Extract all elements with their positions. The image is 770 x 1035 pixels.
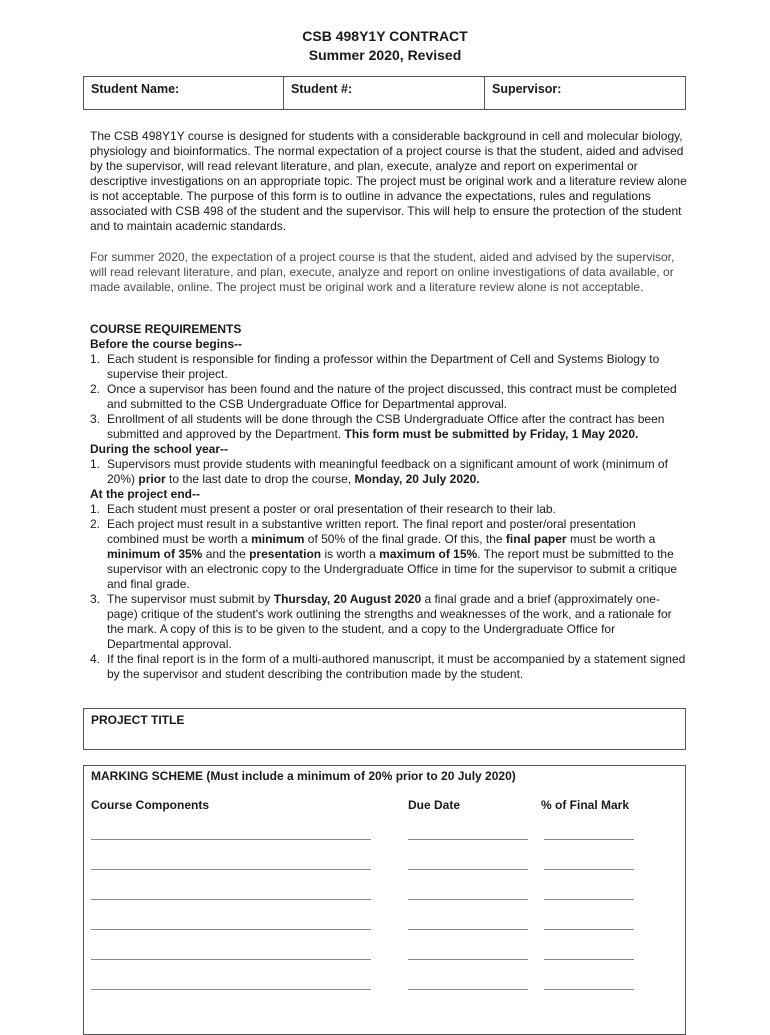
item-number: 2. (90, 517, 101, 531)
due-date-blank[interactable] (408, 929, 528, 930)
col-percent-final-mark: % of Final Mark (541, 798, 630, 812)
item-text: a final grade and a brief (approximately one-page) critique of the student's work outlining the strengths and weaknesses of the work, and a rationale for the mark. A copy of this is to be given to the student, and a copy to the Undergraduate Office for Departmental approval. (107, 592, 672, 651)
list-item (90, 652, 690, 682)
percent-blank[interactable] (544, 839, 634, 840)
component-blank[interactable] (91, 869, 371, 870)
item-emphasis: prior (138, 472, 166, 486)
submission-deadline: This form must be submitted by Friday, 1 May 2020. (344, 427, 639, 441)
item-text: Supervisors must provide students with meaningful feedback on a significant amount of work (minimum of 20%) (107, 457, 668, 486)
item-number: 1. (90, 457, 101, 471)
item-text: Once a supervisor has been found and the nature of the project discussed, this contract must be completed and submitted to the CSB Undergraduate Office for Departmental approval. (107, 382, 677, 411)
item-text: Each student must present a poster or oral presentation of their research to their lab. (107, 502, 556, 516)
item-number: 4. (90, 652, 101, 666)
percent-blank[interactable] (544, 929, 634, 930)
item-number: 1. (90, 352, 101, 366)
drop-deadline: Monday, 20 July 2020. (354, 472, 480, 486)
marking-scheme-box (83, 765, 686, 1035)
item-text: Each project must result in a substantive written report. The final report and poster/oral presentation combined must be worth a (107, 517, 636, 546)
list-item (90, 517, 690, 592)
due-date-blank[interactable] (408, 959, 528, 960)
item-number: 3. (90, 412, 101, 426)
item-text: must be worth a (569, 532, 656, 546)
item-emphasis: final paper (505, 532, 567, 546)
item-emphasis: minimum (251, 532, 305, 546)
col-due-date: Due Date (408, 798, 461, 812)
item-text: and the (205, 547, 246, 561)
item-number: 1. (90, 502, 101, 516)
grade-deadline: Thursday, 20 August 2020 (273, 592, 422, 606)
item-emphasis: maximum of 15% (379, 547, 478, 561)
component-blank[interactable] (91, 989, 371, 990)
percent-blank[interactable] (544, 959, 634, 960)
list-item (90, 412, 690, 442)
list-item (90, 457, 690, 487)
due-date-blank[interactable] (408, 839, 528, 840)
component-blank[interactable] (91, 959, 371, 960)
supervisor-field[interactable]: Supervisor: (492, 82, 562, 96)
due-date-blank[interactable] (408, 899, 528, 900)
list-item (90, 592, 690, 652)
during-year-heading: During the school year-- (90, 442, 229, 456)
student-number-field[interactable]: Student #: (284, 77, 485, 109)
percent-blank[interactable] (544, 869, 634, 870)
student-name-field[interactable]: Student Name: (84, 77, 284, 109)
item-emphasis: minimum of 35% (107, 547, 203, 561)
list-item (90, 502, 690, 517)
col-course-components: Course Components (91, 798, 210, 812)
before-course-heading: Before the course begins-- (90, 337, 243, 351)
component-blank[interactable] (91, 929, 371, 930)
due-date-blank[interactable] (408, 869, 528, 870)
item-number: 2. (90, 382, 101, 396)
percent-blank[interactable] (544, 899, 634, 900)
item-text: The supervisor must submit by (107, 592, 271, 606)
component-blank[interactable] (91, 839, 371, 840)
summer-note-paragraph: For summer 2020, the expectation of a project course is that the student, aided and advised by the supervisor, will read relevant literature, and plan, execute, analyze and report on online investigations of data available, or made available, online. The project must be original work and a literature review alone is not acceptable. (90, 250, 675, 294)
percent-blank[interactable] (544, 989, 634, 990)
project-title-field[interactable] (83, 708, 686, 750)
requirements-heading: COURSE REQUIREMENTS (90, 322, 242, 336)
project-end-heading: At the project end-- (90, 487, 200, 501)
item-text: to the last date to drop the course, (169, 472, 352, 486)
list-item (90, 352, 690, 382)
item-text: of 50% of the final grade. Of this, the (307, 532, 503, 546)
marking-scheme-title: MARKING SCHEME (Must include a minimum of 20% prior to 20 July 2020) (91, 769, 516, 783)
list-item (90, 382, 690, 412)
due-date-blank[interactable] (408, 989, 528, 990)
student-info-table (83, 76, 686, 110)
item-text: is worth a (324, 547, 376, 561)
project-title-label: PROJECT TITLE (91, 713, 185, 727)
item-number: 3. (90, 592, 101, 606)
contract-title: CSB 498Y1Y CONTRACT (302, 28, 468, 44)
intro-paragraph: The CSB 498Y1Y course is designed for students with a considerable background in cell and molecular biology, physiology and bioinformatics. The normal expectation of a project course is that the student, aided and advised by the supervisor, will read relevant literature, and plan, execute, analyze and report on experimental or descriptive investigations on an appropriate topic. The project must be original work and a literature review alone is not acceptable. The purpose of this form is to outline in advance the expectations, rules and regulations associated with CSB 498 of the student and the supervisor. This will help to ensure the protection of the student and to maintain academic standards. (90, 129, 687, 233)
item-text: Each student is responsible for finding a professor within the Department of Cell and Systems Biology to supervise their project. (107, 352, 660, 381)
component-blank[interactable] (91, 899, 371, 900)
item-emphasis: presentation (249, 547, 322, 561)
course-requirements (90, 322, 690, 682)
item-text: If the final report is in the form of a multi-authored manuscript, it must be accompanied by a statement signed by the supervisor and student describing the contribution made by the student. (107, 652, 686, 681)
item-text: . The report must be submitted to the supervisor with an electronic copy to the Undergraduate Office in time for the supervisor to submit a critique and final grade. (107, 547, 678, 591)
contract-subtitle: Summer 2020, Revised (308, 47, 462, 63)
item-text: Enrollment of all students will be done through the CSB Undergraduate Office after the contract has been submitted and approved by the Department. (107, 412, 665, 441)
